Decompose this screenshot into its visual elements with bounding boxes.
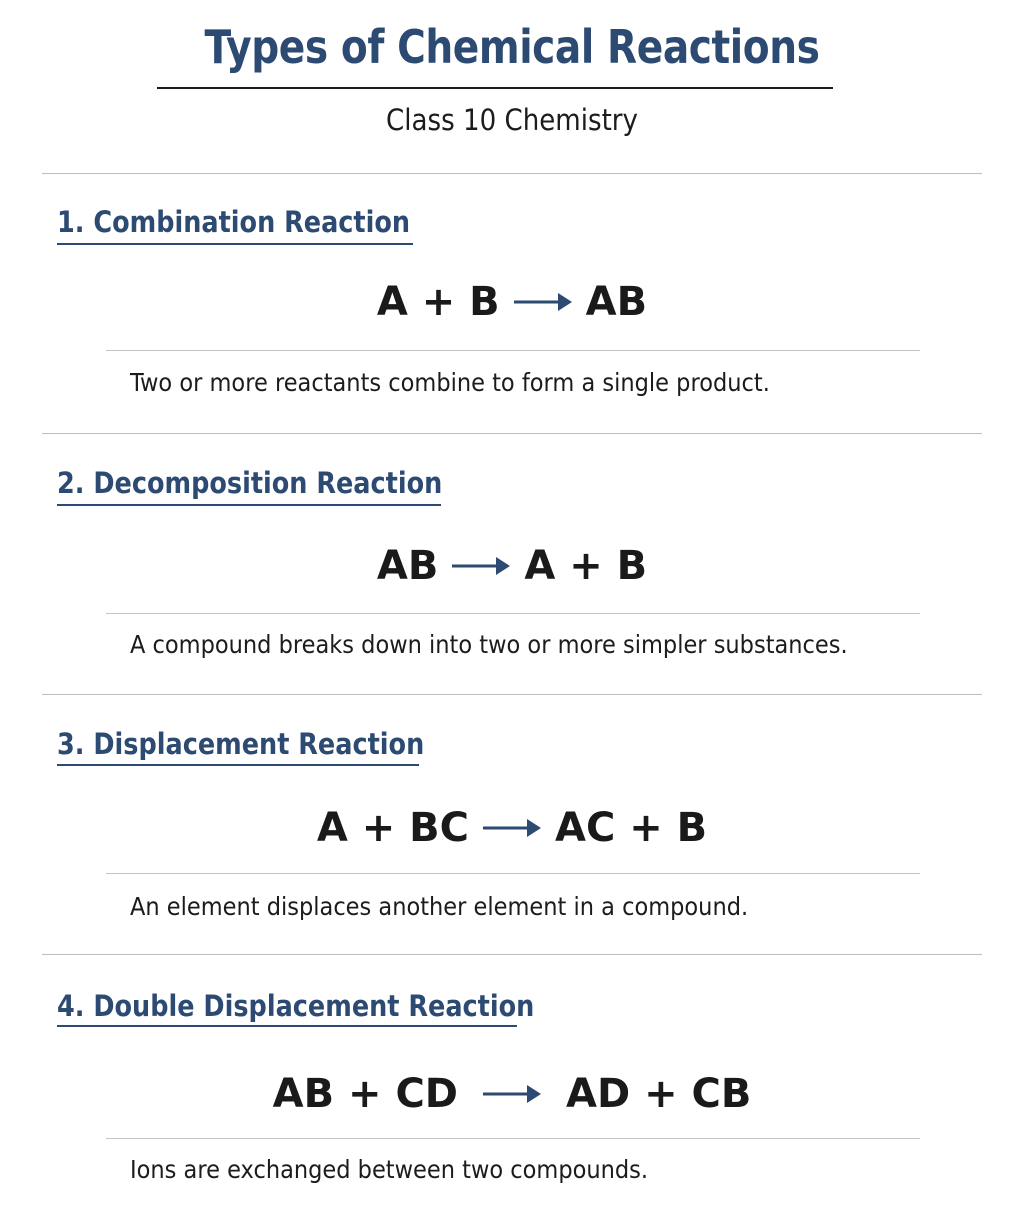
section-heading-double-displacement: 4. Double Displacement Reaction: [57, 989, 535, 1023]
page-title: Types of Chemical Reactions: [204, 20, 820, 74]
section-heading-underline: [57, 504, 441, 506]
right-arrow-icon: [476, 1083, 548, 1105]
equation-products: AC + B: [555, 805, 708, 851]
right-arrow-icon: [512, 291, 574, 313]
section-heading-underline: [57, 1025, 517, 1027]
section-heading-displacement: 3. Displacement Reaction: [57, 727, 425, 761]
equation-divider: [106, 350, 920, 351]
section-heading-combination: 1. Combination Reaction: [57, 205, 411, 239]
section-heading-underline: [57, 764, 419, 766]
equation-products: AD + CB: [566, 1071, 752, 1117]
equation-reactants: A + BC: [316, 805, 469, 851]
equation-divider: [106, 873, 920, 874]
equation-double-displacement: [0, 1066, 1024, 1122]
equation-combination: [0, 274, 1024, 330]
title-underline: [157, 87, 833, 89]
equation-products: A + B: [524, 543, 648, 589]
equation-reactants: AB + CD: [272, 1071, 458, 1117]
section-divider: [42, 954, 982, 955]
equation-divider: [106, 1138, 920, 1139]
equation-products: AB: [585, 279, 648, 325]
equation-decomposition: [0, 538, 1024, 594]
equation-displacement: [0, 800, 1024, 856]
equation-reactants: A + B: [376, 279, 500, 325]
equation-reactants: AB: [376, 543, 439, 589]
section-description: Two or more reactants combine to form a single product.: [130, 368, 770, 397]
section-heading-decomposition: 2. Decomposition Reaction: [57, 466, 443, 500]
section-description: Ions are exchanged between two compounds.: [130, 1155, 649, 1184]
section-divider: [42, 694, 982, 695]
right-arrow-icon: [450, 555, 512, 577]
section-divider: [42, 173, 982, 174]
section-heading-underline: [57, 243, 413, 245]
section-divider: [42, 433, 982, 434]
page-subtitle: Class 10 Chemistry: [386, 103, 638, 137]
right-arrow-icon: [481, 817, 543, 839]
equation-divider: [106, 613, 920, 614]
section-description: A compound breaks down into two or more simpler substances.: [130, 630, 848, 659]
section-description: An element displaces another element in a compound.: [130, 892, 749, 921]
